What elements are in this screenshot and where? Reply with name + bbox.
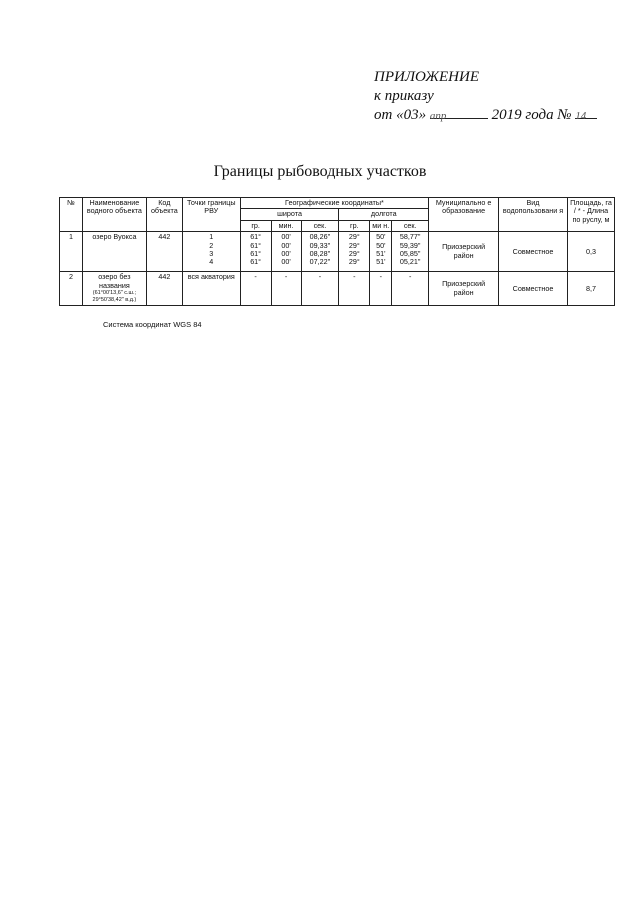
table-row — [60, 232, 615, 272]
col-area: Площадь, га / * - Длина по руслу, м — [567, 198, 614, 232]
col-lat-deg: гр. — [240, 220, 271, 231]
row-lon-sec — [392, 232, 429, 272]
lon-min-value: 51' — [376, 257, 386, 267]
row-points — [182, 232, 240, 272]
lon-min-value: 51' — [376, 249, 386, 259]
order-number-blank — [575, 106, 597, 122]
lat-min-value: 00' — [281, 240, 291, 250]
row-lon-min — [370, 232, 392, 272]
row-lon-min: - — [370, 272, 392, 306]
lat-deg-value: 61° — [250, 257, 262, 267]
row-area: 8,7 — [567, 272, 614, 306]
col-longitude: долгота — [339, 209, 429, 220]
appendix-label: ПРИЛОЖЕНИЕ — [374, 69, 479, 85]
row-municipality: Приозерский район — [429, 272, 499, 306]
lon-deg-value: 29° — [348, 249, 360, 259]
date-month-blank — [429, 106, 488, 122]
row-name: озеро Вуокса — [82, 232, 146, 272]
row-lon-sec: - — [392, 272, 429, 306]
order-date-line — [374, 106, 597, 125]
lat-sec-value: 09,33" — [309, 240, 331, 250]
fish-areas-table — [59, 197, 615, 306]
lat-deg-value: 61° — [250, 240, 262, 250]
appendix-header — [374, 68, 597, 125]
lat-deg-value: 61° — [250, 232, 262, 242]
lat-sec-value: 07,22" — [309, 257, 331, 267]
lon-sec-value: 05,21" — [399, 257, 421, 267]
point-value: 3 — [209, 249, 214, 259]
lat-sec-value: 08,28" — [309, 249, 331, 259]
lat-min-value: 00' — [281, 257, 291, 267]
to-order-label: к приказу — [374, 88, 434, 104]
order-number-handwritten: 14 — [575, 110, 587, 122]
lat-min-value: 00' — [281, 232, 291, 242]
date-month-handwritten: апр — [429, 110, 447, 122]
col-municipality: Муниципально е образование — [429, 198, 499, 232]
col-geo-coordinates: Географические координаты* — [240, 198, 428, 209]
col-num: № — [60, 198, 83, 232]
lat-deg-value: 61° — [250, 249, 262, 259]
lon-deg-value: 29° — [348, 257, 360, 267]
lon-deg-value: 29° — [348, 240, 360, 250]
lat-sec-value: 08,26" — [309, 232, 331, 242]
point-value: 1 — [209, 232, 214, 242]
lon-sec-value: 59,39" — [399, 240, 421, 250]
page-title: Границы рыбоводных участков — [213, 163, 427, 180]
row-lat-deg: - — [240, 272, 271, 306]
point-value: 4 — [209, 257, 214, 267]
col-lat-min: мин. — [271, 220, 301, 231]
row-lon-deg — [339, 232, 370, 272]
row-num: 1 — [60, 232, 83, 272]
date-day: 03» — [403, 107, 427, 123]
row-name: озеро без названия — [98, 272, 131, 290]
row-lat-min: - — [271, 272, 301, 306]
row-lat-min — [271, 232, 301, 272]
col-lon-sec: сек. — [392, 220, 429, 231]
point-value: 2 — [209, 240, 214, 250]
lon-min-value: 50' — [376, 240, 386, 250]
row-lon-deg: - — [339, 272, 370, 306]
row-code: 442 — [146, 272, 182, 306]
coordinate-system-note: Система координат WGS 84 — [103, 320, 202, 329]
row-name-cell — [82, 272, 146, 306]
date-prefix: от « — [374, 107, 404, 123]
row-area: 0,3 — [567, 232, 614, 272]
col-lon-min: ми н. — [370, 220, 392, 231]
row-num: 2 — [60, 272, 83, 306]
table-row — [60, 272, 615, 306]
col-name: Наименование водного объекта — [82, 198, 146, 232]
row-name-note: (61°00'13,6" с.ш.; 29°50'38,42" в.д.) — [92, 290, 137, 303]
row-lat-deg — [240, 232, 271, 272]
row-lat-sec — [301, 232, 339, 272]
col-code: Код объекта — [146, 198, 182, 232]
col-water-use: Вид водопользовани я — [499, 198, 568, 232]
row-code: 442 — [146, 232, 182, 272]
lon-min-value: 50' — [376, 232, 386, 242]
lat-min-value: 00' — [281, 249, 291, 259]
col-latitude: широта — [240, 209, 339, 220]
lon-deg-value: 29° — [348, 232, 360, 242]
row-water-use: Совместное — [499, 232, 568, 272]
year-label: 2019 года № — [491, 107, 572, 123]
header-row — [60, 198, 615, 209]
row-lat-sec: - — [301, 272, 339, 306]
row-water-use: Совместное — [499, 272, 568, 306]
col-lon-deg: гр. — [339, 220, 370, 231]
row-municipality: Приозерский район — [429, 232, 499, 272]
row-points: вся акватория — [182, 272, 240, 306]
lon-sec-value: 05,85" — [399, 249, 421, 259]
lon-sec-value: 58,77" — [399, 232, 421, 242]
col-points: Точки границы РВУ — [182, 198, 240, 232]
col-lat-sec: сек. — [301, 220, 339, 231]
